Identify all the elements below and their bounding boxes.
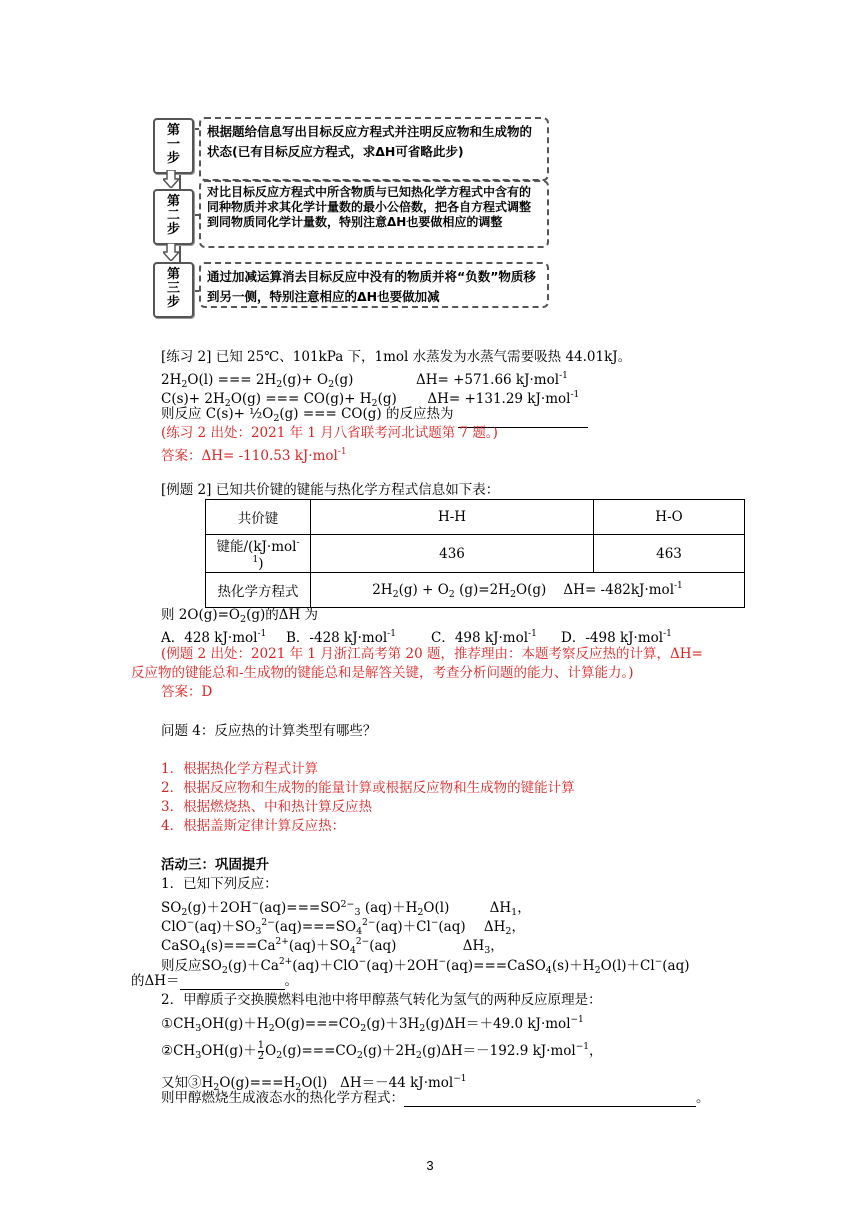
example2-source-line1: (例题 2 出处：2021 年 1 月浙江高考第 20 题，推荐理由：本题考察反应热的计算，ΔH= (161, 646, 703, 662)
arrow-down-icon (163, 170, 179, 188)
problem1-dh: 的ΔH＝ 。 (131, 973, 299, 989)
table-row: 键能/(kJ·mol$^{-1}$) 436 463 (206, 535, 745, 573)
problem1-ask: 则反应$SO_2(g)+Ca^{2+}(aq)+ClO^-(aq)+2OH^-(aq)===CaSO_4(s)+H_2O(l)+Cl^-(aq)$ (161, 957, 690, 976)
problem1-intro: 1．已知下列反应： (161, 876, 278, 892)
activity3-title: 活动三：巩固提升 (161, 857, 269, 873)
example2-options (161, 625, 672, 647)
table-row: 共价键 H-H H-O (206, 500, 745, 535)
problem1-eq3: $CaSO_4(s)===Ca^{2+}(aq)+SO_4^{2-}(aq)$ $\Delta H_3$， (161, 937, 504, 956)
exercise2-eq2: $C(s)+ 2H_2O(g)$ === $CO(g)+ H_2(g)$ ΔH= +131.29 kJ·mol$^{-1}$ (161, 390, 580, 409)
exercise2-question: 则反应 $C(s)+ \frac{1}{2}O_2(g)$ === CO(g) 的反应热为 (161, 405, 588, 428)
example2-question: 则 $2O(g)=O_2(g)$的ΔH 为 (161, 607, 319, 625)
question4-title: 问题 4：反应热的计算类型有哪些？ (161, 723, 377, 739)
exercise2-answer: 答案：ΔH= -110.53 kJ·mol$^{-1}$ (161, 447, 347, 464)
step3-label: 第三步 (153, 262, 194, 318)
table-row: 热化学方程式 $2H_2(g) + O_2$ $(g)=2H_2O(g)$ ΔH= -482kJ·mol$^{-1}$ (206, 573, 745, 608)
step2-label: 第二步 (153, 189, 194, 245)
option-a[interactable]: A．428 kJ·mol$^{-1}$ (161, 629, 267, 646)
exercise2-intro: [练习 2] 已知 25℃、101kPa 下，1mol 水蒸发为水蒸气需要吸热 44.01kJ。 (161, 349, 632, 365)
problem2-eq3: 又知$③H_2O(g)===H_2O(l)$ ΔH＝－44 kJ·mol$^{-1}$ (161, 1074, 467, 1093)
bond-energy-table (205, 499, 745, 608)
list-item: 3．根据燃烧热、中和热计算反应热 (161, 799, 373, 815)
exercise2-eq1: $2H_2O(l)$ === $2H_2(g)+ O_2(g)$ ΔH= +571.66 kJ·mol$^{-1}$ (161, 371, 568, 390)
page-number: 3 (426, 1158, 434, 1173)
problem2-eq1: $①CH_3OH(g)+H_2O(g)===CO_2(g)+3H_2(g)\Delta H=+49.0$ kJ·mol$^{-1}$ (161, 1015, 584, 1034)
list-item: 1．根据热化学方程式计算 (161, 761, 319, 777)
option-d[interactable]: D．-498 kJ·mol$^{-1}$ (561, 629, 672, 646)
problem1-eq1: $SO_2(g)+2OH^-(aq)===SO_{2-3}$ $(aq)+H_2O(l)$ $\Delta H_1$， (161, 899, 531, 918)
step3-text: 通过加减运算消去目标反应中没有的物质并将“负数”物质移到另一侧，特别注意相应的ΔH也要做加减 (199, 262, 549, 308)
exercise2-source: (练习 2 出处：2021 年 1 月八省联考河北试题第 7 题。) (161, 425, 498, 441)
problem2-intro: 2．甲醇质子交换膜燃料电池中将甲醇蒸气转化为氢气的两种反应原理是： (161, 992, 602, 1008)
problem2-eq2: $②CH_3OH(g)+$ $\frac{1}{2}$ $O_2(g)===CO_2(g)+2H_2(g)\Delta H=-192.9$ kJ·mol$^{-1}$， (161, 1040, 603, 1062)
example2-answer: 答案：D (161, 684, 213, 700)
answer-blank[interactable] (180, 989, 285, 990)
step1-text: 根据题给信息写出目标反应方程式并注明反应物和生成物的状态(已有目标反应方程式，求ΔH可省略此步) (199, 117, 549, 181)
problem1-eq2: $ClO^-(aq)+SO_3^{2-}(aq)===SO_4^{2-}(aq)+Cl^-(aq)$ $\Delta H_2$， (161, 918, 525, 937)
list-item: 4．根据盖斯定律计算反应热： (161, 818, 346, 834)
step1-label: 第一步 (153, 118, 194, 174)
example2-source-line2: 反应物的键能总和-生成物的键能总和是解答关键，考查分析问题的能力、计算能力。) (131, 665, 634, 681)
problem2-ask: 则甲醇燃烧生成液态水的热化学方程式： 。 (161, 1090, 710, 1106)
answer-blank[interactable] (404, 1106, 696, 1107)
step2-text: 对比目标反应方程式中所含物质与已知热化学方程式中含有的同种物质并求其化学计量数的最小公倍数，把各自方程式调整到同物质同化学计量数，特别注意ΔH也要做相应的调整 (199, 180, 549, 248)
example2-intro: [例题 2] 已知共价键的键能与热化学方程式信息如下表： (161, 482, 500, 498)
option-c[interactable]: C．498 kJ·mol$^{-1}$ (431, 629, 537, 646)
arrow-down-icon (163, 243, 179, 261)
option-b[interactable]: B．-428 kJ·mol$^{-1}$ (286, 629, 396, 646)
list-item: 2．根据反应物和生成物的能量计算或根据反应物和生成物的键能计算 (161, 780, 575, 796)
